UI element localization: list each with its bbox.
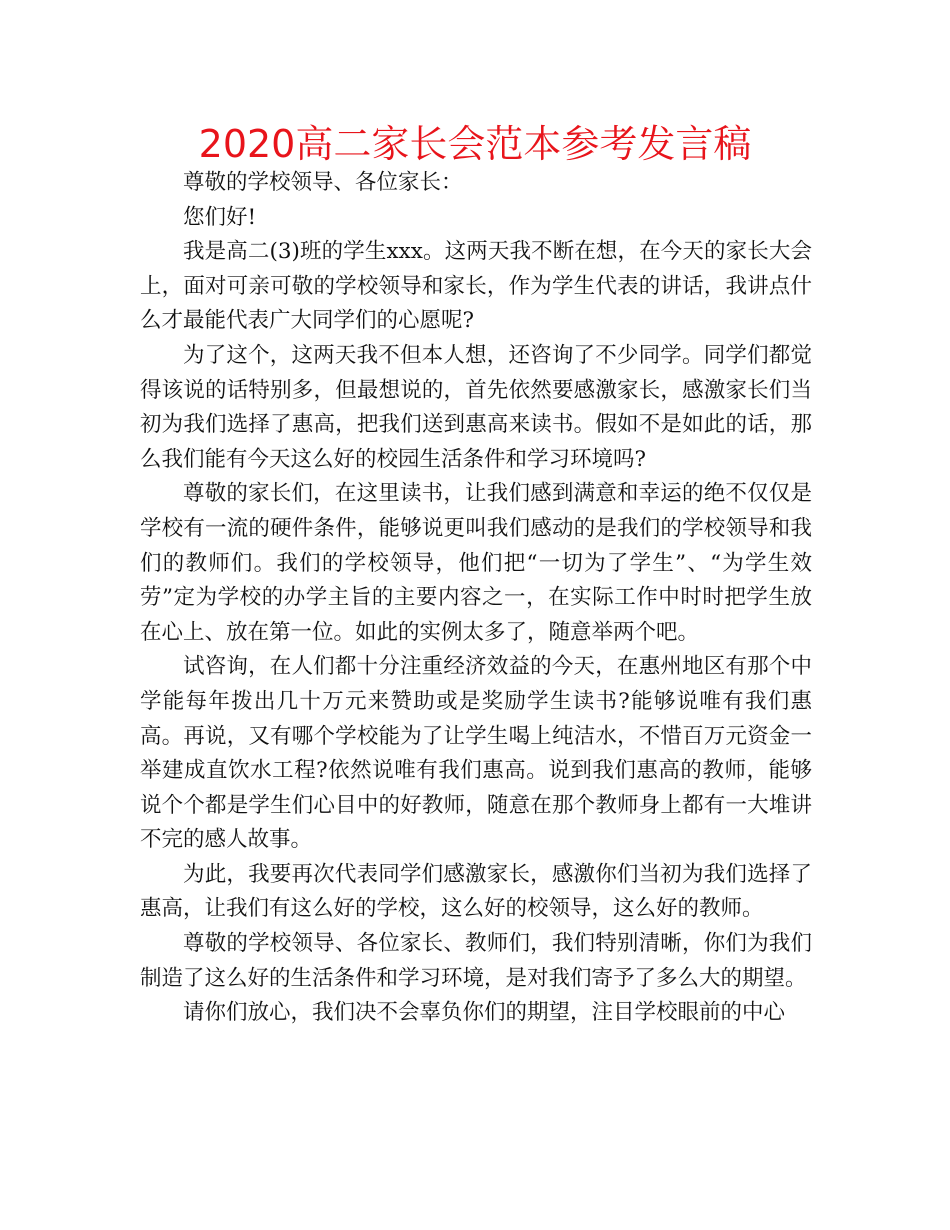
- body-paragraph: 为此，我要再次代表同学们感激家长，感激你们当初为我们选择了惠高，让我们有这么好的学校，这么好的校领导，这么好的教师。: [140, 861, 812, 922]
- body-paragraph: 试咨询，在人们都十分注重经济效益的今天，在惠州地区有那个中学能每年拨出几十万元来赞助或是奖励学生读书?能够说唯有我们惠高。再说，又有哪个学校能为了让学生喝上纯洁水，不惜百万元资金一举建成直饮水工程?依然说唯有我们惠高。说到我们惠高的教师，能够说个个都是学生们心目中的好教师，随意在那个教师身上都有一大堆讲不完的感人故事。: [140, 654, 812, 853]
- document-body: [140, 166, 812, 1031]
- body-paragraph: 尊敬的家长们，在这里读书，让我们感到满意和幸运的绝不仅仅是学校有一流的硬件条件，能够说更叫我们感动的是我们的学校领导和我们的教师们。我们的学校领导，他们把“一切为了学生”、“为学生效劳”定为学校的办学主旨的主要内容之一，在实际工作中时时把学生放在心上、放在第一位。如此的实例太多了，随意举两个吧。: [140, 481, 812, 645]
- salutation-paragraph: 尊敬的学校领导、各位家长：: [183, 170, 463, 195]
- document-title: 2020高二家长会范本参考发言稿: [198, 122, 752, 166]
- body-paragraph: 请你们放心，我们决不会辜负你们的期望，注目学校眼前的中心: [183, 1000, 786, 1026]
- greeting-paragraph: 您们好!: [183, 204, 257, 230]
- body-paragraph: 为了这个，这两天我不但本人想，还咨询了不少同学。同学们都觉得该说的话特别多，但最想说的，首先依然要感激家长，感激家长们当初为我们选择了惠高，把我们送到惠高来读书。假如不是如此的话，那么我们能有今天这么好的校园生活条件和学习环境吗?: [140, 342, 812, 472]
- body-paragraph: 我是高二(3)班的学生xxx。这两天我不断在想，在今天的家长大会上，面对可亲可敬的学校领导和家长，作为学生代表的讲话，我讲点什么才最能代表广大同学们的心愿呢?: [140, 239, 812, 334]
- body-paragraph: 尊敬的学校领导、各位家长、教师们，我们特别清晰，你们为我们制造了这么好的生活条件和学习环境，是对我们寄予了多么大的期望。: [140, 931, 812, 991]
